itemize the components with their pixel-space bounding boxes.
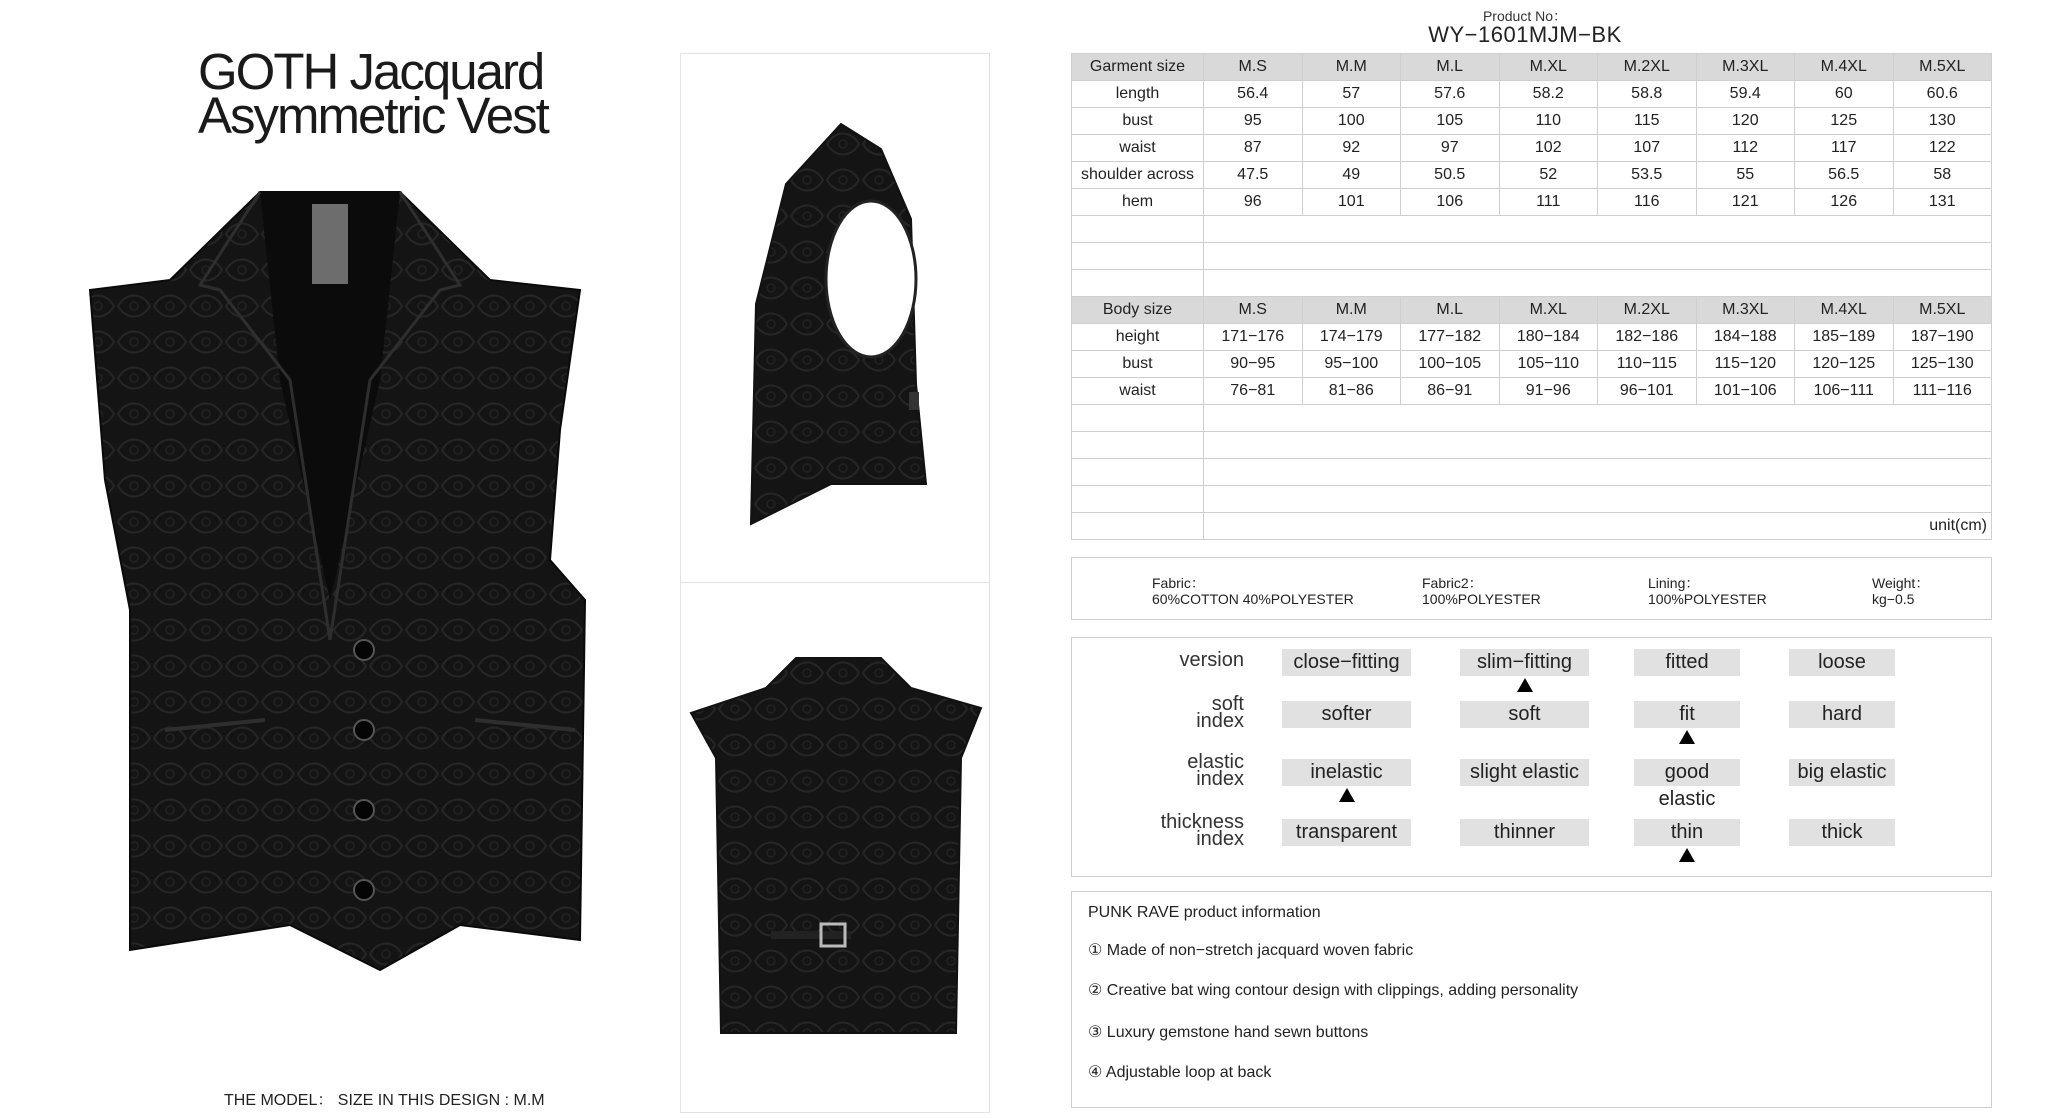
selected-marker-icon	[1517, 678, 1533, 692]
attr-label-version: version	[1179, 649, 1244, 671]
table-cell: 60.6	[1893, 81, 1992, 108]
table-row	[1072, 189, 1992, 216]
table-row-empty	[1072, 216, 1992, 243]
table-cell: 58.8	[1598, 81, 1697, 108]
table-cell: 185−189	[1795, 324, 1894, 351]
side-view-panel	[680, 53, 990, 584]
thickness-option: thick	[1789, 819, 1895, 846]
table-cell: 49	[1302, 162, 1401, 189]
table-cell: 105−110	[1499, 351, 1598, 378]
table-cell: 111−116	[1893, 378, 1992, 405]
table-cell: 100	[1302, 108, 1401, 135]
version-option: fitted	[1634, 649, 1740, 676]
table-cell: 126	[1795, 189, 1894, 216]
table-cell: 121	[1696, 189, 1795, 216]
table-cell: M.4XL	[1795, 54, 1894, 81]
table-cell: 120	[1696, 108, 1795, 135]
table-cell: 55	[1696, 162, 1795, 189]
table-row	[1072, 162, 1992, 189]
product-number-label: Product No：	[1482, 8, 1568, 24]
table-cell: 106−111	[1795, 378, 1894, 405]
product-info-box	[1071, 891, 1992, 1108]
selected-marker-icon	[1679, 730, 1695, 744]
table-cell: 116	[1598, 189, 1697, 216]
table-cell: M.5XL	[1893, 54, 1992, 81]
table-cell: M.S	[1204, 54, 1303, 81]
table-header-row	[1072, 297, 1992, 324]
table-cell: 112	[1696, 135, 1795, 162]
table-cell: 131	[1893, 189, 1992, 216]
vest-back-image	[681, 583, 989, 1112]
table-row	[1072, 135, 1992, 162]
weight-label: Weight：	[1872, 575, 1930, 591]
table-cell: 110	[1499, 108, 1598, 135]
table-cell: 60	[1795, 81, 1894, 108]
attr-label-soft: soft index	[1196, 693, 1244, 732]
table-cell: 182−186	[1598, 324, 1697, 351]
table-cell: shoulder across	[1072, 162, 1204, 189]
table-cell: 91−96	[1499, 378, 1598, 405]
table-cell: 122	[1893, 135, 1992, 162]
table-header-row	[1072, 54, 1992, 81]
info-item: ③ Luxury gemstone hand sewn buttons	[1088, 1024, 1369, 1041]
weight	[1872, 575, 1929, 607]
table-cell: 76−81	[1204, 378, 1303, 405]
table-cell: M.L	[1401, 54, 1500, 81]
table-cell: M.3XL	[1696, 297, 1795, 324]
table-cell: 56.5	[1795, 162, 1894, 189]
attr-label-elastic: elastic index	[1187, 751, 1244, 790]
table-cell: 117	[1795, 135, 1894, 162]
table-cell: 50.5	[1401, 162, 1500, 189]
elastic-option: big elastic	[1789, 759, 1895, 786]
table-row-empty	[1072, 405, 1992, 432]
fabric1	[1152, 575, 1354, 607]
table-cell: M.M	[1302, 297, 1401, 324]
fabric2-value: 100%POLYESTER	[1422, 591, 1541, 607]
table-cell: length	[1072, 81, 1204, 108]
table-cell: bust	[1072, 108, 1204, 135]
soft-option: fit	[1634, 701, 1740, 728]
unit-label: unit(cm)	[1204, 513, 1992, 540]
version-option: loose	[1789, 649, 1895, 676]
thickness-option: thin	[1634, 819, 1740, 846]
table-cell: 174−179	[1302, 324, 1401, 351]
table-cell: 47.5	[1204, 162, 1303, 189]
table-row-empty	[1072, 432, 1992, 459]
soft-option: hard	[1789, 701, 1895, 728]
attr-label-thickness: thickness index	[1160, 811, 1244, 850]
table-cell: Garment size	[1072, 54, 1204, 81]
table-cell: 120−125	[1795, 351, 1894, 378]
table-row	[1072, 108, 1992, 135]
soft-option: soft	[1460, 701, 1589, 728]
product-title	[198, 43, 548, 144]
table-cell: M.2XL	[1598, 54, 1697, 81]
fabric2	[1422, 575, 1541, 607]
table-cell: 125	[1795, 108, 1894, 135]
version-option: slim−fitting	[1460, 649, 1589, 676]
table-cell: 180−184	[1499, 324, 1598, 351]
table-row	[1072, 378, 1992, 405]
fabric2-label: Fabric2：	[1422, 575, 1483, 591]
fabric-info-box	[1071, 557, 1992, 620]
thickness-option: thinner	[1460, 819, 1589, 846]
elastic-option: slight elastic	[1460, 759, 1589, 786]
selected-marker-icon	[1339, 788, 1355, 802]
table-cell: 90−95	[1204, 351, 1303, 378]
table-cell: height	[1072, 324, 1204, 351]
table-cell: 86−91	[1401, 378, 1500, 405]
table-cell: 56.4	[1204, 81, 1303, 108]
table-cell: 177−182	[1401, 324, 1500, 351]
table-cell: 106	[1401, 189, 1500, 216]
table-cell: 130	[1893, 108, 1992, 135]
lining-label: Lining：	[1648, 575, 1700, 591]
version-option: close−fitting	[1282, 649, 1411, 676]
table-cell: 52	[1499, 162, 1598, 189]
body-size-table	[1071, 296, 1992, 540]
selected-marker-icon	[1679, 848, 1695, 862]
table-cell: M.4XL	[1795, 297, 1894, 324]
table-cell: 81−86	[1302, 378, 1401, 405]
table-cell: 92	[1302, 135, 1401, 162]
table-cell: 184−188	[1696, 324, 1795, 351]
fabric1-label: Fabric：	[1152, 575, 1205, 591]
table-row-empty	[1072, 270, 1992, 297]
table-cell: bust	[1072, 351, 1204, 378]
table-cell: 95−100	[1302, 351, 1401, 378]
table-cell: 110−115	[1598, 351, 1697, 378]
table-cell: 57	[1302, 81, 1401, 108]
lining-value: 100%POLYESTER	[1648, 591, 1767, 607]
attributes-box	[1071, 637, 1992, 877]
back-view-panel	[680, 582, 990, 1113]
info-item: ② Creative bat wing contour design with clippings, adding personality	[1088, 982, 1579, 999]
model-size-note: THE MODEL： SIZE IN THIS DESIGN : M.M	[224, 1092, 545, 1109]
table-cell: 87	[1204, 135, 1303, 162]
vest-front-image	[80, 180, 670, 980]
table-cell: 59.4	[1696, 81, 1795, 108]
table-cell: 187−190	[1893, 324, 1992, 351]
table-cell: 105	[1401, 108, 1500, 135]
table-cell: 171−176	[1204, 324, 1303, 351]
table-cell: 101	[1302, 189, 1401, 216]
info-item: ① Made of non−stretch jacquard woven fabric	[1088, 942, 1414, 959]
table-cell: 58.2	[1499, 81, 1598, 108]
table-cell: 111	[1499, 189, 1598, 216]
table-cell: hem	[1072, 189, 1204, 216]
thickness-option: transparent	[1282, 819, 1411, 846]
table-cell: waist	[1072, 378, 1204, 405]
table-row	[1072, 324, 1992, 351]
fabric1-value: 60%COTTON 40%POLYESTER	[1152, 591, 1354, 607]
garment-size-table	[1071, 53, 1992, 297]
table-cell: 100−105	[1401, 351, 1500, 378]
info-title: PUNK RAVE product information	[1088, 904, 1321, 921]
table-cell: 101−106	[1696, 378, 1795, 405]
table-cell: M.XL	[1499, 54, 1598, 81]
elastic-option: inelastic	[1282, 759, 1411, 786]
table-cell: 57.6	[1401, 81, 1500, 108]
unit-row	[1072, 513, 1992, 540]
table-cell: Body size	[1072, 297, 1204, 324]
table-cell: waist	[1072, 135, 1204, 162]
table-cell: 125−130	[1893, 351, 1992, 378]
table-cell: 107	[1598, 135, 1697, 162]
table-cell: M.2XL	[1598, 297, 1697, 324]
table-cell: M.S	[1204, 297, 1303, 324]
table-row-empty	[1072, 486, 1992, 513]
table-cell: 58	[1893, 162, 1992, 189]
table-cell: M.3XL	[1696, 54, 1795, 81]
table-cell: 95	[1204, 108, 1303, 135]
table-cell: M.5XL	[1893, 297, 1992, 324]
table-cell: 53.5	[1598, 162, 1697, 189]
lining	[1648, 575, 1767, 607]
weight-value: kg−0.5	[1872, 591, 1915, 607]
soft-option: softer	[1282, 701, 1411, 728]
table-cell: 102	[1499, 135, 1598, 162]
table-row	[1072, 81, 1992, 108]
table-cell: 96−101	[1598, 378, 1697, 405]
product-title-line1: GOTH Jacquard	[198, 43, 544, 100]
table-cell: 115−120	[1696, 351, 1795, 378]
table-cell: 96	[1204, 189, 1303, 216]
table-cell: 97	[1401, 135, 1500, 162]
table-cell: 115	[1598, 108, 1697, 135]
elastic-option: good elastic	[1634, 759, 1740, 786]
table-row-empty	[1072, 243, 1992, 270]
vest-side-image	[681, 54, 989, 583]
table-cell: M.XL	[1499, 297, 1598, 324]
product-number: WY−1601MJM−BK	[1428, 22, 1622, 47]
info-item: ④ Adjustable loop at back	[1088, 1064, 1272, 1081]
table-row-empty	[1072, 459, 1992, 486]
table-cell: M.L	[1401, 297, 1500, 324]
table-cell: M.M	[1302, 54, 1401, 81]
table-row	[1072, 351, 1992, 378]
product-title-line2: Asymmetric Vest	[198, 87, 548, 144]
